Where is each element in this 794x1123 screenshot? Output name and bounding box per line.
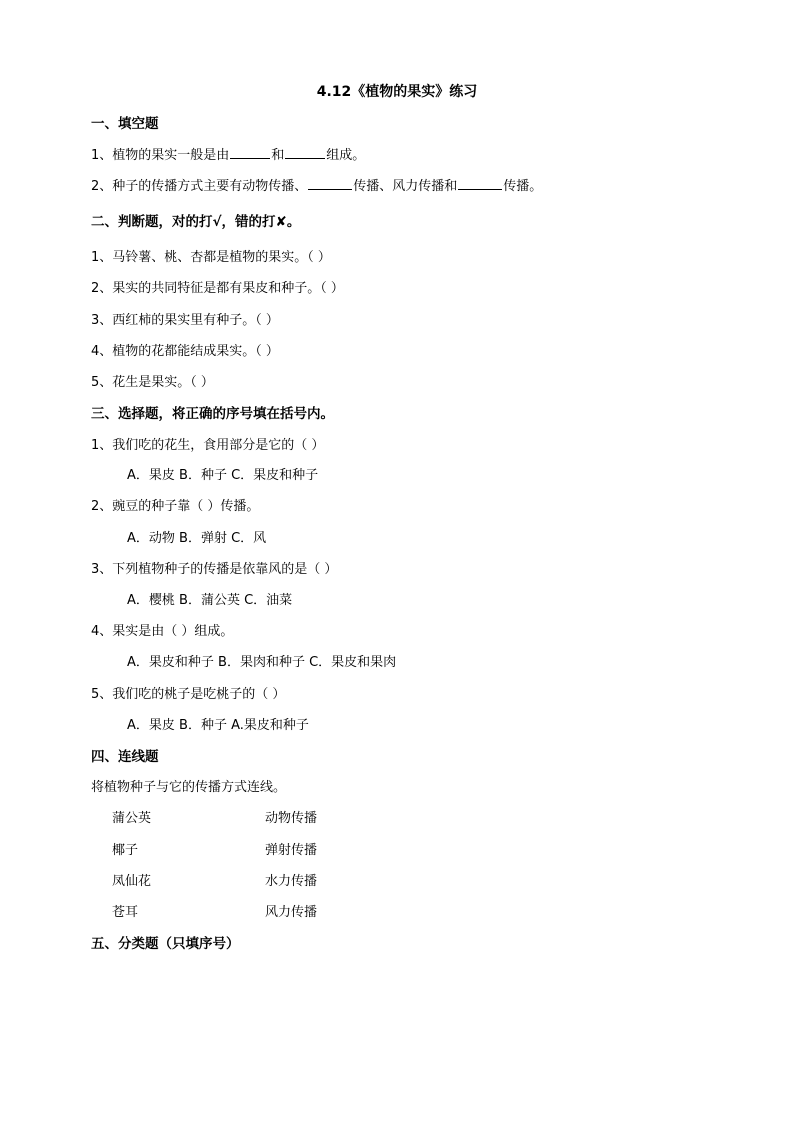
matching-plant-item[interactable]: 蒲公英 — [112, 811, 152, 826]
section-multiple-choice-heading: 三、选择题，将正确的序号填在括号内。 — [91, 406, 334, 422]
q1-text-b: 和 — [271, 148, 285, 163]
true-false-item: 4、植物的花都能结成果实。（ ） — [91, 344, 279, 359]
matching-method-item[interactable]: 弹射传播 — [265, 843, 318, 858]
matching-plant-item[interactable]: 凤仙花 — [112, 874, 152, 889]
q2-text-a: 2、种子的传播方式主要有动物传播、 — [91, 179, 308, 194]
matching-plant-item[interactable]: 椰子 — [112, 843, 139, 858]
section-true-false-heading: 二、判断题，对的打√，错的打✘。 — [91, 214, 301, 230]
fill-blank-question-1 — [91, 145, 365, 166]
q2-blank-2[interactable] — [458, 176, 502, 190]
matching-plant-item[interactable]: 苍耳 — [112, 905, 139, 920]
q2-text-b: 传播、风力传播和 — [353, 179, 458, 194]
choice-question: 2、豌豆的种子靠（ ）传播。 — [91, 499, 260, 514]
matching-method-item[interactable]: 风力传播 — [265, 905, 318, 920]
matching-method-item[interactable]: 水力传播 — [265, 874, 318, 889]
matching-method-item[interactable]: 动物传播 — [265, 811, 318, 826]
choice-question: 1、我们吃的花生，食用部分是它的（ ） — [91, 438, 325, 453]
true-false-item: 2、果实的共同特征是都有果皮和种子。（ ） — [91, 281, 344, 296]
choice-options: A．果皮 B．种子 A.果皮和种子 — [127, 718, 309, 733]
q1-blank-1[interactable] — [230, 145, 270, 159]
true-false-item: 3、西红柿的果实里有种子。（ ） — [91, 313, 279, 328]
section-matching-heading: 四、连线题 — [91, 749, 159, 765]
choice-question: 4、果实是由（ ）组成。 — [91, 624, 234, 639]
q2-blank-1[interactable] — [308, 176, 352, 190]
choice-question: 3、下列植物种子的传播是依靠风的是（ ） — [91, 562, 338, 577]
q2-text-c: 传播。 — [503, 179, 543, 194]
choice-options: A．果皮 B．种子 C．果皮和种子 — [127, 468, 319, 483]
section-classification-heading: 五、分类题（只填序号） — [91, 936, 240, 952]
true-false-item: 5、花生是果实。（ ） — [91, 375, 214, 390]
q1-text-c: 组成。 — [326, 148, 366, 163]
choice-options: A．果皮和种子 B．果肉和种子 C．果皮和果肉 — [127, 655, 397, 670]
page-title: 4.12《植物的果实》练习 — [316, 84, 478, 100]
q1-text-a: 1、植物的果实一般是由 — [91, 148, 230, 163]
matching-instruction: 将植物种子与它的传播方式连线。 — [91, 780, 287, 795]
section-fill-blank-heading: 一、填空题 — [91, 116, 159, 132]
choice-options: A．樱桃 B．蒲公英 C．油菜 — [127, 593, 293, 608]
fill-blank-question-2 — [91, 176, 542, 197]
true-false-item: 1、马铃薯、桃、杏都是植物的果实。（ ） — [91, 250, 331, 265]
choice-question: 5、我们吃的桃子是吃桃子的（ ） — [91, 687, 286, 702]
q1-blank-2[interactable] — [285, 145, 325, 159]
choice-options: A．动物 B．弹射 C．风 — [127, 531, 267, 546]
